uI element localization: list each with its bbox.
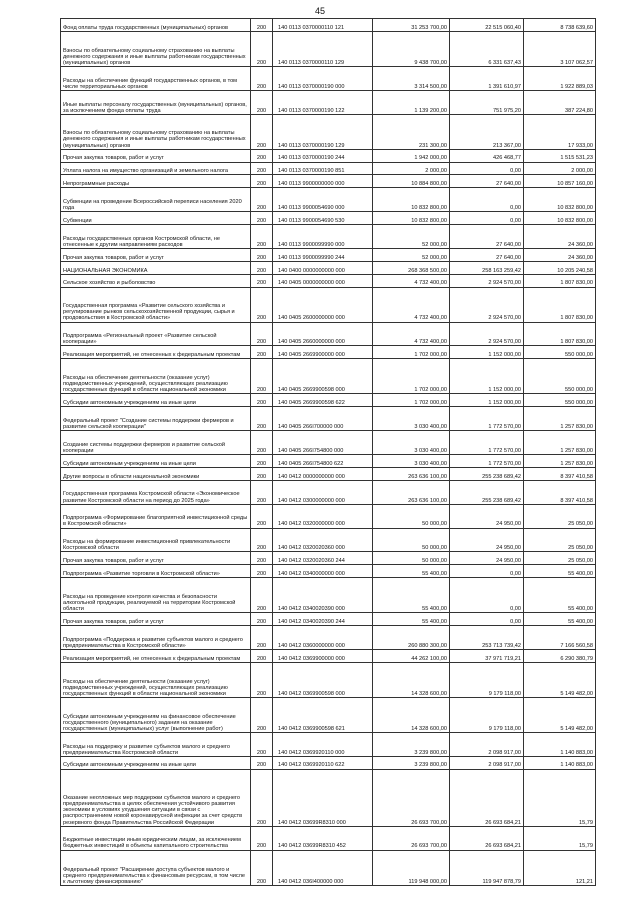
- row-unexecuted-amount: 1 257 830,00: [524, 431, 596, 455]
- table-row: [61, 261, 596, 274]
- row-approved-amount: 1 139 200,00: [373, 90, 450, 114]
- row-executed-amount: 1 152 000,00: [450, 394, 524, 407]
- row-executed-amount: 255 238 689,42: [450, 480, 524, 504]
- table-row: [61, 287, 596, 322]
- row-name: Государственная программа «Развитие сельского хозяйства и регулирование рынков сельскохозяйственной продукции, сырья и продовольствия в Костромской области»: [61, 287, 251, 322]
- row-unexecuted-amount: 8 738 639,60: [524, 19, 596, 32]
- row-approved-amount: 3 030 400,00: [373, 431, 450, 455]
- row-line-code: 200: [251, 31, 273, 66]
- row-line-code: 200: [251, 480, 273, 504]
- row-classification-code: 140 0113 0370000190 129: [273, 114, 373, 149]
- table-row: [61, 114, 596, 149]
- row-classification-code: 140 0412 0369900598 621: [273, 697, 373, 732]
- row-classification-code: 140 0113 9900054690 000: [273, 188, 373, 212]
- row-executed-amount: 2 924 570,00: [450, 274, 524, 287]
- row-executed-amount: 27 640,00: [450, 175, 524, 188]
- table-row: [61, 467, 596, 480]
- row-approved-amount: 3 314 500,00: [373, 66, 450, 90]
- row-classification-code: 140 0405 266I754800 000: [273, 431, 373, 455]
- table-row: [61, 212, 596, 225]
- row-unexecuted-amount: 1 807 830,00: [524, 322, 596, 346]
- row-line-code: 200: [251, 649, 273, 662]
- row-unexecuted-amount: 550 000,00: [524, 359, 596, 394]
- table-row: [61, 248, 596, 261]
- row-approved-amount: 263 636 100,00: [373, 480, 450, 504]
- table-row: [61, 175, 596, 188]
- table-body: [61, 19, 596, 886]
- row-unexecuted-amount: 2 000,00: [524, 162, 596, 175]
- row-classification-code: 140 0405 2669900598 622: [273, 394, 373, 407]
- row-unexecuted-amount: 1 807 830,00: [524, 274, 596, 287]
- row-approved-amount: 4 732 400,00: [373, 322, 450, 346]
- row-approved-amount: 31 253 700,00: [373, 19, 450, 32]
- row-executed-amount: 0,00: [450, 162, 524, 175]
- row-name: Прочая закупка товаров, работ и услуг: [61, 613, 251, 626]
- row-classification-code: 140 0405 0000000000 000: [273, 274, 373, 287]
- row-line-code: 200: [251, 769, 273, 826]
- row-classification-code: 140 0405 2600000000 000: [273, 287, 373, 322]
- row-executed-amount: 119 947 878,79: [450, 850, 524, 885]
- row-executed-amount: 1 772 570,00: [450, 431, 524, 455]
- row-unexecuted-amount: 1 807 830,00: [524, 287, 596, 322]
- row-line-code: 200: [251, 626, 273, 650]
- row-classification-code: 140 0113 0370000110 121: [273, 19, 373, 32]
- table-row: [61, 19, 596, 32]
- row-unexecuted-amount: 1 515 531,23: [524, 149, 596, 162]
- row-executed-amount: 24 950,00: [450, 504, 524, 528]
- row-classification-code: 140 0113 0370000190 000: [273, 66, 373, 90]
- row-approved-amount: 50 000,00: [373, 528, 450, 552]
- row-unexecuted-amount: 1 140 883,00: [524, 732, 596, 756]
- row-approved-amount: 55 400,00: [373, 565, 450, 578]
- row-unexecuted-amount: 55 400,00: [524, 578, 596, 613]
- row-unexecuted-amount: 8 397 410,58: [524, 467, 596, 480]
- row-classification-code: 140 0412 0320000000 000: [273, 504, 373, 528]
- row-unexecuted-amount: 550 000,00: [524, 394, 596, 407]
- row-executed-amount: 9 179 118,00: [450, 662, 524, 697]
- row-executed-amount: 27 640,00: [450, 248, 524, 261]
- row-approved-amount: 3 239 800,00: [373, 732, 450, 756]
- row-name: Субсидии автономным учреждениям на иные цели: [61, 454, 251, 467]
- row-executed-amount: 253 713 739,42: [450, 626, 524, 650]
- row-executed-amount: 37 971 719,21: [450, 649, 524, 662]
- row-executed-amount: 26 693 684,21: [450, 826, 524, 850]
- row-approved-amount: 263 636 100,00: [373, 467, 450, 480]
- row-executed-amount: 258 163 259,42: [450, 261, 524, 274]
- row-executed-amount: 0,00: [450, 565, 524, 578]
- row-name: Оказание неотложных мер поддержки субъектов малого и среднего предпринимательства в целях обеспечения устойчивого развития экономики в условиях ухудшения ситуации в связи с распространением новой коронавирусной инфекции за счет средств резервного фонда Правительства Российской Федерации: [61, 769, 251, 826]
- row-executed-amount: 1 772 570,00: [450, 454, 524, 467]
- row-name: Субсидии автономным учреждениям на финансовое обеспечение государственного (муниципального) задания на оказание государственных (муниципальных) услуг (выполнение работ): [61, 697, 251, 732]
- row-name: Расходы на обеспечение деятельности (оказание услуг) подведомственных учреждений, осуществляющих реализацию государственных функций в области национальной экономики: [61, 359, 251, 394]
- row-classification-code: 140 0113 0370000110 129: [273, 31, 373, 66]
- row-approved-amount: 9 438 700,00: [373, 31, 450, 66]
- row-executed-amount: 6 331 637,43: [450, 31, 524, 66]
- row-unexecuted-amount: 1 257 830,00: [524, 454, 596, 467]
- row-unexecuted-amount: 5 149 482,00: [524, 697, 596, 732]
- row-name: Бюджетные инвестиции иным юридическим лицам, за исключением бюджетных инвестиций в объекты капитального строительства: [61, 826, 251, 850]
- table-row: [61, 149, 596, 162]
- row-approved-amount: 52 000,00: [373, 225, 450, 249]
- report-table: [60, 18, 596, 886]
- row-name: Расходы на проведение контроля качества и безопасности алкогольной продукции, реализуемой на территории Костромской области: [61, 578, 251, 613]
- row-line-code: 200: [251, 90, 273, 114]
- row-unexecuted-amount: 25 050,00: [524, 552, 596, 565]
- row-classification-code: 140 0412 03699R8310 000: [273, 769, 373, 826]
- table-row: [61, 626, 596, 650]
- row-classification-code: 140 0412 0369900000 000: [273, 649, 373, 662]
- row-unexecuted-amount: 24 360,00: [524, 248, 596, 261]
- table-row: [61, 407, 596, 431]
- row-line-code: 200: [251, 359, 273, 394]
- table-row: [61, 504, 596, 528]
- row-approved-amount: 2 000,00: [373, 162, 450, 175]
- row-approved-amount: 10 832 800,00: [373, 188, 450, 212]
- row-classification-code: 140 0412 0300000000 000: [273, 480, 373, 504]
- row-line-code: 200: [251, 407, 273, 431]
- table-row: [61, 359, 596, 394]
- table-row: [61, 649, 596, 662]
- row-line-code: 200: [251, 662, 273, 697]
- row-line-code: 200: [251, 346, 273, 359]
- table-row: [61, 394, 596, 407]
- row-unexecuted-amount: 25 050,00: [524, 528, 596, 552]
- row-line-code: 200: [251, 287, 273, 322]
- row-classification-code: 140 0113 9900099990 244: [273, 248, 373, 261]
- row-unexecuted-amount: 7 166 560,58: [524, 626, 596, 650]
- table-row: [61, 552, 596, 565]
- row-classification-code: 140 0405 2669900598 000: [273, 359, 373, 394]
- row-name: Взносы по обязательному социальному страхованию на выплаты денежного содержания и иные выплаты работникам государственных (муниципальных) органов: [61, 114, 251, 149]
- row-line-code: 200: [251, 248, 273, 261]
- table-row: [61, 732, 596, 756]
- row-approved-amount: 1 702 000,00: [373, 346, 450, 359]
- row-classification-code: 140 0412 03699R8310 452: [273, 826, 373, 850]
- row-executed-amount: 1 152 000,00: [450, 346, 524, 359]
- row-approved-amount: 3 030 400,00: [373, 454, 450, 467]
- row-name: Создание системы поддержки фермеров и развитие сельской кооперации: [61, 431, 251, 455]
- row-name: Уплата налога на имущество организаций и земельного налога: [61, 162, 251, 175]
- table-row: [61, 697, 596, 732]
- row-approved-amount: 10 884 800,00: [373, 175, 450, 188]
- row-name: НАЦИОНАЛЬНАЯ ЭКОНОМИКА: [61, 261, 251, 274]
- row-name: Подпрограмма «Развитие торговли в Костромской области»: [61, 565, 251, 578]
- table-row: [61, 162, 596, 175]
- row-name: Расходы на формирование инвестиционной привлекательности Костромской области: [61, 528, 251, 552]
- row-name: Прочая закупка товаров, работ и услуг: [61, 552, 251, 565]
- row-unexecuted-amount: 121,21: [524, 850, 596, 885]
- table-row: [61, 31, 596, 66]
- row-unexecuted-amount: 3 107 062,57: [524, 31, 596, 66]
- row-name: Прочая закупка товаров, работ и услуг: [61, 248, 251, 261]
- row-line-code: 200: [251, 261, 273, 274]
- row-unexecuted-amount: 10 832 800,00: [524, 188, 596, 212]
- row-executed-amount: 213 367,00: [450, 114, 524, 149]
- row-name: Подпрограмма «Поддержка и развитие субъектов малого и среднего предпринимательства в Костромской области»: [61, 626, 251, 650]
- row-unexecuted-amount: 15,79: [524, 769, 596, 826]
- row-name: Реализация мероприятий, не отнесенных к федеральным проектам: [61, 346, 251, 359]
- row-executed-amount: 426 468,77: [450, 149, 524, 162]
- row-unexecuted-amount: 15,79: [524, 826, 596, 850]
- row-classification-code: 140 0113 9900054690 530: [273, 212, 373, 225]
- row-unexecuted-amount: 387 224,80: [524, 90, 596, 114]
- row-line-code: 200: [251, 225, 273, 249]
- row-unexecuted-amount: 24 360,00: [524, 225, 596, 249]
- row-line-code: 200: [251, 552, 273, 565]
- row-executed-amount: 27 640,00: [450, 225, 524, 249]
- table-row: [61, 769, 596, 826]
- row-approved-amount: 50 000,00: [373, 504, 450, 528]
- row-name: Прочая закупка товаров, работ и услуг: [61, 149, 251, 162]
- row-unexecuted-amount: 8 397 410,58: [524, 480, 596, 504]
- row-classification-code: 140 0113 0370000190 851: [273, 162, 373, 175]
- row-unexecuted-amount: 10 205 240,58: [524, 261, 596, 274]
- row-unexecuted-amount: 10 857 160,00: [524, 175, 596, 188]
- row-approved-amount: 3 239 800,00: [373, 756, 450, 769]
- row-line-code: 200: [251, 732, 273, 756]
- row-classification-code: 140 0113 9900099990 000: [273, 225, 373, 249]
- row-unexecuted-amount: 1 922 889,03: [524, 66, 596, 90]
- row-classification-code: 140 0405 2669900000 000: [273, 346, 373, 359]
- row-executed-amount: 0,00: [450, 578, 524, 613]
- row-name: Фонд оплаты труда государственных (муниципальных) органов: [61, 19, 251, 32]
- row-unexecuted-amount: 55 400,00: [524, 613, 596, 626]
- row-unexecuted-amount: 550 000,00: [524, 346, 596, 359]
- row-line-code: 200: [251, 565, 273, 578]
- row-line-code: 200: [251, 613, 273, 626]
- table-row: [61, 756, 596, 769]
- table-row: [61, 322, 596, 346]
- table-row: [61, 66, 596, 90]
- row-classification-code: 140 0113 0370000190 244: [273, 149, 373, 162]
- row-approved-amount: 14 328 600,00: [373, 697, 450, 732]
- row-approved-amount: 10 832 800,00: [373, 212, 450, 225]
- row-line-code: 200: [251, 826, 273, 850]
- row-name: Федеральный проект "Создание системы поддержки фермеров и развитие сельской кооперации": [61, 407, 251, 431]
- row-classification-code: 140 0412 0320020360 000: [273, 528, 373, 552]
- row-name: Подпрограмма «Формирование благоприятной инвестиционной среды в Костромской области»: [61, 504, 251, 528]
- row-line-code: 200: [251, 756, 273, 769]
- row-classification-code: 140 0412 0369920110 622: [273, 756, 373, 769]
- row-approved-amount: 55 400,00: [373, 578, 450, 613]
- row-executed-amount: 2 098 917,00: [450, 756, 524, 769]
- table-row: [61, 346, 596, 359]
- table-row: [61, 480, 596, 504]
- table-row: [61, 826, 596, 850]
- row-approved-amount: 4 732 400,00: [373, 274, 450, 287]
- row-name: Расходы на обеспечение функций государственных органов, в том числе территориальных органов: [61, 66, 251, 90]
- row-classification-code: 140 0412 0000000000 000: [273, 467, 373, 480]
- row-line-code: 200: [251, 504, 273, 528]
- row-executed-amount: 751 975,20: [450, 90, 524, 114]
- row-classification-code: 140 0412 0340000000 000: [273, 565, 373, 578]
- row-line-code: 200: [251, 528, 273, 552]
- row-unexecuted-amount: 1 257 830,00: [524, 407, 596, 431]
- row-name: Непрограммные расходы: [61, 175, 251, 188]
- row-classification-code: 140 0412 0320020360 244: [273, 552, 373, 565]
- table-row: [61, 613, 596, 626]
- row-classification-code: 140 0113 0370000190 122: [273, 90, 373, 114]
- row-name: Расходы на поддержку и развитие субъектов малого и среднего предпринимательства Костромской области: [61, 732, 251, 756]
- row-classification-code: 140 0405 266I700000 000: [273, 407, 373, 431]
- row-approved-amount: 52 000,00: [373, 248, 450, 261]
- row-name: Взносы по обязательному социальному страхованию на выплаты денежного содержания и иные выплаты работникам государственных (муниципальных) органов: [61, 31, 251, 66]
- row-line-code: 200: [251, 431, 273, 455]
- row-name: Субсидии автономным учреждениям на иные цели: [61, 394, 251, 407]
- row-classification-code: 140 0412 0369920110 000: [273, 732, 373, 756]
- row-executed-amount: 1 152 000,00: [450, 359, 524, 394]
- row-approved-amount: 55 400,00: [373, 613, 450, 626]
- row-line-code: 200: [251, 162, 273, 175]
- row-executed-amount: 1 772 570,00: [450, 407, 524, 431]
- row-line-code: 200: [251, 188, 273, 212]
- row-line-code: 200: [251, 212, 273, 225]
- row-name: Расходы на обеспечение деятельности (оказание услуг) подведомственных учреждений, осуществляющих реализацию государственных функций в области национальной экономики: [61, 662, 251, 697]
- row-approved-amount: 119 948 000,00: [373, 850, 450, 885]
- row-name: Другие вопросы в области национальной экономики: [61, 467, 251, 480]
- row-classification-code: 140 0113 9900000000 000: [273, 175, 373, 188]
- row-name: Федеральный проект "Расширение доступа субъектов малого и среднего предпринимательства к финансовым ресурсам, в том числе к льготному финансированию": [61, 850, 251, 885]
- row-unexecuted-amount: 5 149 482,00: [524, 662, 596, 697]
- row-name: Субсидии автономным учреждениям на иные цели: [61, 756, 251, 769]
- row-name: Субвенции: [61, 212, 251, 225]
- row-unexecuted-amount: 10 832 800,00: [524, 212, 596, 225]
- row-line-code: 200: [251, 454, 273, 467]
- row-name: Сельское хозяйство и рыболовство: [61, 274, 251, 287]
- page-number: 45: [314, 6, 325, 16]
- row-executed-amount: 2 924 570,00: [450, 322, 524, 346]
- table-row: [61, 662, 596, 697]
- row-unexecuted-amount: 1 140 883,00: [524, 756, 596, 769]
- row-line-code: 200: [251, 149, 273, 162]
- row-executed-amount: 24 950,00: [450, 552, 524, 565]
- row-approved-amount: 4 732 400,00: [373, 287, 450, 322]
- row-unexecuted-amount: 55 400,00: [524, 565, 596, 578]
- table-row: [61, 528, 596, 552]
- table-row: [61, 274, 596, 287]
- row-executed-amount: 9 179 118,00: [450, 697, 524, 732]
- row-line-code: 200: [251, 66, 273, 90]
- row-line-code: 200: [251, 467, 273, 480]
- row-approved-amount: 231 300,00: [373, 114, 450, 149]
- row-executed-amount: 0,00: [450, 188, 524, 212]
- row-executed-amount: 0,00: [450, 212, 524, 225]
- row-line-code: 200: [251, 697, 273, 732]
- row-approved-amount: 1 702 000,00: [373, 394, 450, 407]
- row-classification-code: 140 0412 0340020390 000: [273, 578, 373, 613]
- row-line-code: 200: [251, 19, 273, 32]
- row-approved-amount: 268 368 500,00: [373, 261, 450, 274]
- row-classification-code: 140 0412 0369900598 000: [273, 662, 373, 697]
- row-executed-amount: 255 238 689,42: [450, 467, 524, 480]
- row-approved-amount: 26 693 700,00: [373, 769, 450, 826]
- row-name: Расходы государственных органов Костромской области, не отнесенные к другим направлениям расходов: [61, 225, 251, 249]
- row-executed-amount: 1 391 610,97: [450, 66, 524, 90]
- row-line-code: 200: [251, 114, 273, 149]
- row-approved-amount: 1 942 000,00: [373, 149, 450, 162]
- row-approved-amount: 1 702 000,00: [373, 359, 450, 394]
- table-row: [61, 90, 596, 114]
- row-unexecuted-amount: 17 933,00: [524, 114, 596, 149]
- row-approved-amount: 26 693 700,00: [373, 826, 450, 850]
- row-line-code: 200: [251, 850, 273, 885]
- budget-execution-table: [60, 18, 595, 886]
- row-executed-amount: 26 693 684,21: [450, 769, 524, 826]
- table-row: [61, 225, 596, 249]
- row-unexecuted-amount: 6 290 380,79: [524, 649, 596, 662]
- row-name: Иные выплаты персоналу государственных (муниципальных) органов, за исключением фонда оплаты труда: [61, 90, 251, 114]
- row-line-code: 200: [251, 274, 273, 287]
- table-row: [61, 565, 596, 578]
- row-name: Субвенции на проведение Всероссийской переписи населения 2020 года: [61, 188, 251, 212]
- row-line-code: 200: [251, 175, 273, 188]
- table-row: [61, 431, 596, 455]
- row-classification-code: 140 0412 0340020390 244: [273, 613, 373, 626]
- table-row: [61, 454, 596, 467]
- row-executed-amount: 2 924 570,00: [450, 287, 524, 322]
- row-approved-amount: 50 000,00: [373, 552, 450, 565]
- row-unexecuted-amount: 25 050,00: [524, 504, 596, 528]
- table-row: [61, 850, 596, 885]
- row-executed-amount: 0,00: [450, 613, 524, 626]
- table-row: [61, 578, 596, 613]
- row-line-code: 200: [251, 394, 273, 407]
- row-executed-amount: 24 950,00: [450, 528, 524, 552]
- row-classification-code: 140 0412 0360000000 000: [273, 626, 373, 650]
- row-line-code: 200: [251, 322, 273, 346]
- row-approved-amount: 44 262 100,00: [373, 649, 450, 662]
- row-classification-code: 140 0405 2660000000 000: [273, 322, 373, 346]
- row-classification-code: 140 0412 036I400000 000: [273, 850, 373, 885]
- row-line-code: 200: [251, 578, 273, 613]
- row-name: Государственная программа Костромской области «Экономическое развитие Костромской области на период до 2025 года»: [61, 480, 251, 504]
- row-approved-amount: 3 030 400,00: [373, 407, 450, 431]
- row-classification-code: 140 0405 266I754800 622: [273, 454, 373, 467]
- row-name: Подпрограмма «Региональный проект «Развитие сельской кооперации»: [61, 322, 251, 346]
- row-approved-amount: 260 880 300,00: [373, 626, 450, 650]
- row-name: Реализация мероприятий, не отнесенных к федеральным проектам: [61, 649, 251, 662]
- row-executed-amount: 22 515 060,40: [450, 19, 524, 32]
- row-classification-code: 140 0400 0000000000 000: [273, 261, 373, 274]
- row-approved-amount: 14 328 600,00: [373, 662, 450, 697]
- table-row: [61, 188, 596, 212]
- row-executed-amount: 2 098 917,00: [450, 732, 524, 756]
